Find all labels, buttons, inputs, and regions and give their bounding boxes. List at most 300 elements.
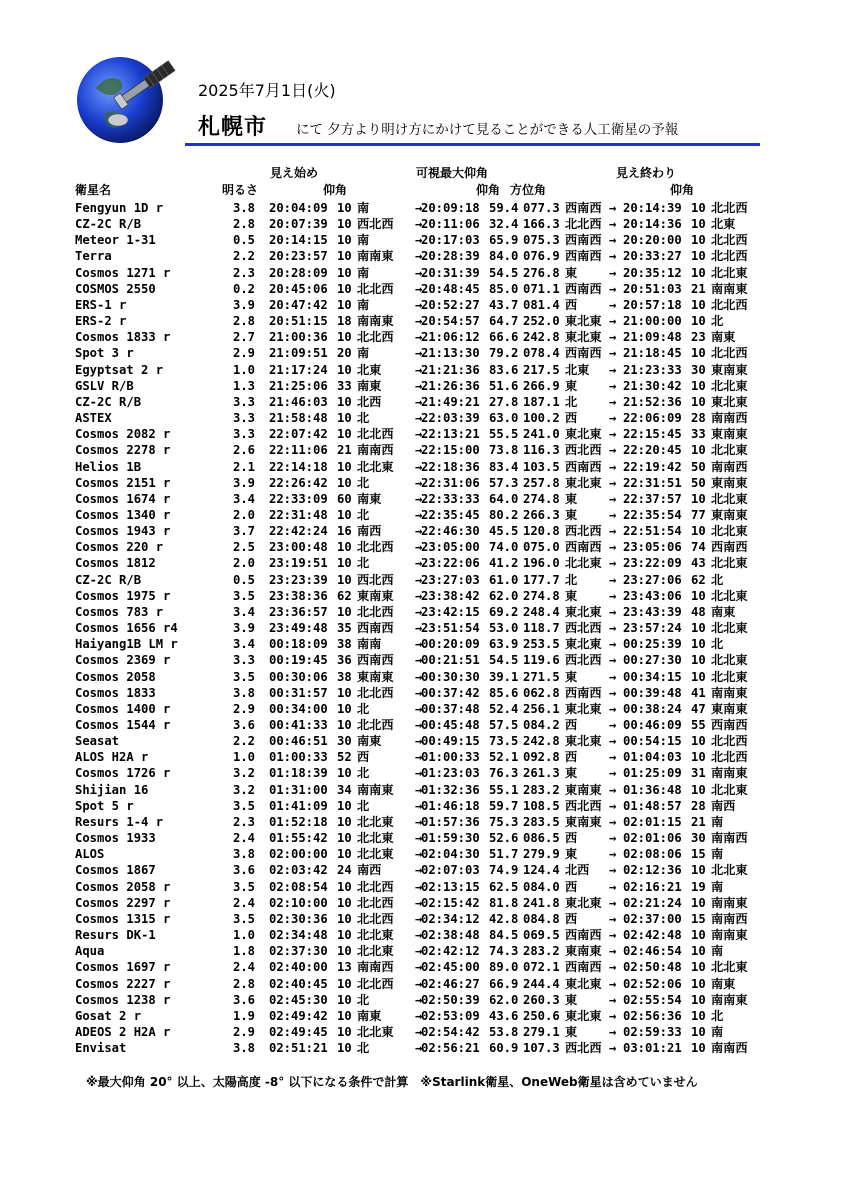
arrow: → (415, 556, 423, 571)
max-time: 22:33:33 (421, 491, 480, 506)
max-azimuth: 108.5 (523, 798, 560, 813)
start-direction: 南東 (357, 734, 382, 749)
max-azimuth: 177.7 (523, 572, 560, 587)
end-direction: 東北東 (711, 394, 748, 409)
arrow: → (415, 233, 423, 248)
max-time: 02:54:42 (421, 1024, 480, 1039)
arrow: → (415, 1024, 423, 1039)
arrow: → (415, 394, 423, 409)
end-direction: 西南西 (711, 540, 748, 555)
arrow: → (609, 685, 617, 700)
end-time: 00:27:30 (623, 653, 682, 668)
magnitude: 3.6 (233, 718, 256, 732)
magnitude: 1.9 (233, 1008, 256, 1023)
arrow: → (415, 976, 423, 991)
satellite-name: Seasat (75, 734, 120, 749)
max-direction: 東北東 (565, 895, 602, 910)
max-direction: 東北東 (565, 330, 602, 345)
start-direction: 北西 (357, 394, 382, 409)
start-direction: 北北東 (357, 831, 394, 846)
max-azimuth: 279.9 (523, 847, 560, 862)
end-time: 02:12:36 (623, 863, 682, 878)
end-elevation: 33 (691, 427, 706, 442)
max-direction: 北北西 (565, 217, 602, 232)
magnitude: 2.2 (233, 249, 256, 264)
satellite-name: Spot 5 r (75, 798, 134, 813)
max-azimuth: 075.0 (523, 540, 560, 555)
max-direction: 東北東 (565, 976, 602, 991)
start-direction: 北 (357, 507, 370, 522)
satellite-name: Cosmos 2369 r (75, 653, 171, 668)
magnitude: 3.8 (233, 201, 256, 215)
arrow: → (609, 265, 617, 280)
end-time: 23:43:06 (623, 588, 682, 603)
max-time: 00:37:48 (421, 701, 480, 716)
start-time: 22:33:09 (269, 491, 328, 506)
max-time: 02:50:39 (421, 992, 480, 1007)
start-time: 20:45:06 (269, 281, 328, 296)
start-time: 02:40:45 (269, 976, 328, 991)
start-direction: 東南東 (357, 669, 394, 684)
max-time: 20:31:39 (421, 265, 480, 280)
max-elevation: 52.4 (489, 701, 519, 716)
magnitude: 2.7 (233, 330, 256, 345)
arrow: → (415, 718, 423, 732)
max-azimuth: 283.5 (523, 814, 560, 829)
max-time: 22:18:36 (421, 459, 480, 474)
end-time: 00:38:24 (623, 701, 682, 716)
end-elevation: 41 (691, 685, 706, 700)
max-elevation: 53.0 (489, 621, 519, 636)
arrow: → (609, 1008, 617, 1023)
start-time: 00:46:51 (269, 734, 328, 749)
max-direction: 西南西 (565, 281, 602, 296)
start-elevation: 10 (337, 847, 352, 862)
max-time: 01:57:36 (421, 814, 480, 829)
arrow: → (609, 524, 617, 539)
max-elevation: 75.3 (489, 814, 519, 829)
end-direction: 北北西 (711, 249, 748, 264)
arrow: → (609, 960, 617, 975)
start-time: 00:19:45 (269, 653, 328, 668)
arrow: → (609, 411, 617, 426)
max-direction: 西北西 (565, 798, 602, 813)
start-direction: 北北西 (357, 427, 394, 442)
satellite-name: COSMOS 2550 (75, 281, 156, 296)
max-azimuth: 279.1 (523, 1024, 560, 1039)
max-azimuth: 283.2 (523, 782, 560, 797)
satellite-name: Spot 3 r (75, 346, 134, 361)
max-elevation: 66.6 (489, 330, 519, 345)
max-direction: 西 (565, 297, 578, 312)
end-elevation: 10 (691, 346, 706, 361)
end-time: 20:20:00 (623, 233, 682, 248)
start-time: 02:00:00 (269, 847, 328, 862)
start-elevation: 10 (337, 217, 352, 232)
start-elevation: 10 (337, 201, 352, 215)
header-visible-end: 見え終わり (616, 166, 677, 180)
start-elevation: 10 (337, 701, 352, 716)
header-max-elevation: 可視最大仰角 (416, 166, 489, 180)
max-azimuth: 274.8 (523, 588, 560, 603)
max-direction: 西南西 (565, 233, 602, 248)
arrow: → (415, 281, 423, 296)
arrow: → (415, 459, 423, 474)
magnitude: 0.5 (233, 572, 256, 587)
arrow: → (609, 314, 617, 329)
max-azimuth: 256.1 (523, 701, 560, 716)
satellite-name: Shijian 16 (75, 782, 149, 797)
end-direction: 南 (711, 944, 724, 959)
start-direction: 南 (357, 297, 370, 312)
end-elevation: 10 (691, 944, 706, 959)
max-time: 02:13:15 (421, 879, 480, 894)
end-direction: 南南西 (711, 831, 748, 846)
end-elevation: 74 (691, 540, 706, 555)
max-direction: 北北東 (565, 556, 602, 571)
max-elevation: 84.0 (489, 249, 519, 264)
start-direction: 北北東 (357, 944, 394, 959)
max-direction: 北東 (565, 362, 590, 377)
end-direction: 東南東 (711, 427, 748, 442)
end-direction: 南南東 (711, 992, 748, 1007)
max-direction: 東 (565, 588, 578, 603)
max-direction: 東 (565, 491, 578, 506)
arrow: → (415, 427, 423, 442)
forecast-date: 2025年7月1日(火) (198, 81, 336, 100)
end-time: 00:54:15 (623, 734, 682, 749)
max-direction: 西南西 (565, 928, 602, 943)
max-direction: 東北東 (565, 475, 602, 490)
satellite-name: Terra (75, 249, 112, 264)
end-direction: 北東 (711, 217, 736, 232)
end-time: 22:19:42 (623, 459, 682, 474)
max-direction: 西南西 (565, 960, 602, 975)
arrow: → (415, 249, 423, 264)
magnitude: 3.9 (233, 621, 256, 636)
end-elevation: 10 (691, 394, 706, 409)
arrow: → (609, 637, 617, 652)
max-elevation: 69.2 (489, 604, 519, 619)
end-elevation: 15 (691, 911, 706, 926)
max-azimuth: 253.5 (523, 637, 560, 652)
satellite-name: CZ-2C R/B (75, 394, 142, 409)
start-time: 22:11:06 (269, 443, 328, 458)
start-elevation: 10 (337, 831, 352, 846)
max-elevation: 74.9 (489, 863, 519, 878)
header-satellite-name: 衛星名 (75, 183, 112, 197)
max-direction: 西 (565, 718, 578, 732)
start-direction: 南 (357, 233, 370, 248)
start-direction: 北 (357, 1041, 370, 1056)
arrow: → (415, 863, 423, 878)
end-time: 21:09:48 (623, 330, 682, 345)
end-direction: 南 (711, 879, 724, 894)
end-time: 02:59:33 (623, 1024, 682, 1039)
start-direction: 北北西 (357, 718, 394, 732)
magnitude: 3.5 (233, 669, 256, 684)
arrow: → (415, 621, 423, 636)
arrow: → (415, 1041, 423, 1056)
arrow: → (415, 960, 423, 975)
start-elevation: 30 (337, 734, 352, 749)
arrow: → (609, 847, 617, 862)
magnitude: 2.3 (233, 265, 256, 280)
end-time: 02:52:06 (623, 976, 682, 991)
magnitude: 3.4 (233, 491, 256, 506)
max-elevation: 64.7 (489, 314, 519, 329)
start-direction: 南西 (357, 863, 382, 878)
arrow: → (609, 443, 617, 458)
arrow: → (609, 766, 617, 781)
arrow: → (415, 524, 423, 539)
header-rule (185, 143, 760, 146)
max-elevation: 53.8 (489, 1024, 519, 1039)
arrow: → (609, 459, 617, 474)
end-elevation: 50 (691, 459, 706, 474)
satellite-name: Cosmos 1271 r (75, 265, 171, 280)
start-time: 22:26:42 (269, 475, 328, 490)
satellite-name: Cosmos 1833 r (75, 330, 171, 345)
end-elevation: 10 (691, 378, 706, 393)
max-azimuth: 283.2 (523, 944, 560, 959)
max-elevation: 52.1 (489, 750, 519, 765)
start-elevation: 10 (337, 911, 352, 926)
satellite-name: Cosmos 1867 (75, 863, 156, 878)
start-time: 02:51:21 (269, 1041, 328, 1056)
end-elevation: 23 (691, 330, 706, 345)
max-time: 23:38:42 (421, 588, 480, 603)
end-time: 22:20:45 (623, 443, 682, 458)
start-elevation: 10 (337, 249, 352, 264)
start-direction: 西北西 (357, 572, 394, 587)
start-direction: 北東 (357, 362, 382, 377)
end-direction: 北 (711, 637, 724, 652)
max-direction: 西 (565, 411, 578, 426)
arrow: → (609, 249, 617, 264)
end-direction: 東南東 (711, 507, 748, 522)
start-time: 02:45:30 (269, 992, 328, 1007)
start-time: 01:52:18 (269, 814, 328, 829)
end-time: 02:55:54 (623, 992, 682, 1007)
max-direction: 西北西 (565, 653, 602, 668)
start-time: 21:09:51 (269, 346, 328, 361)
start-direction: 北北西 (357, 281, 394, 296)
max-time: 00:20:09 (421, 637, 480, 652)
end-direction: 南南西 (711, 911, 748, 926)
arrow: → (609, 556, 617, 571)
start-time: 01:55:42 (269, 831, 328, 846)
magnitude: 3.4 (233, 637, 256, 652)
end-elevation: 10 (691, 265, 706, 280)
start-direction: 南 (357, 265, 370, 280)
end-elevation: 10 (691, 588, 706, 603)
max-direction: 西北西 (565, 524, 602, 539)
max-elevation: 63.9 (489, 637, 519, 652)
start-time: 23:19:51 (269, 556, 328, 571)
end-elevation: 10 (691, 750, 706, 765)
arrow: → (415, 443, 423, 458)
max-elevation: 57.3 (489, 475, 519, 490)
start-elevation: 38 (337, 637, 352, 652)
end-direction: 南南東 (711, 281, 748, 296)
start-direction: 北 (357, 992, 370, 1007)
arrow: → (609, 394, 617, 409)
arrow: → (609, 992, 617, 1007)
end-elevation: 10 (691, 297, 706, 312)
end-elevation: 10 (691, 992, 706, 1007)
start-elevation: 10 (337, 556, 352, 571)
magnitude: 2.8 (233, 976, 256, 991)
max-azimuth: 241.0 (523, 427, 560, 442)
end-direction: 北 (711, 314, 724, 329)
header-end-elevation: 仰角 (670, 183, 695, 197)
max-time: 01:32:36 (421, 782, 480, 797)
satellite-name: Cosmos 2058 r (75, 879, 171, 894)
arrow: → (609, 895, 617, 910)
arrow: → (609, 378, 617, 393)
max-elevation: 54.5 (489, 653, 519, 668)
start-direction: 南東 (357, 1008, 382, 1023)
max-time: 22:31:06 (421, 475, 480, 490)
end-time: 20:57:18 (623, 297, 682, 312)
satellite-name: Cosmos 1697 r (75, 960, 171, 975)
start-direction: 北北東 (357, 1024, 394, 1039)
max-direction: 東 (565, 766, 578, 781)
max-elevation: 61.0 (489, 572, 519, 587)
arrow: → (415, 362, 423, 377)
end-elevation: 10 (691, 669, 706, 684)
start-elevation: 10 (337, 362, 352, 377)
arrow: → (415, 911, 423, 926)
max-time: 22:46:30 (421, 524, 480, 539)
max-azimuth: 261.3 (523, 766, 560, 781)
start-direction: 北 (357, 556, 370, 571)
arrow: → (609, 831, 617, 846)
max-time: 02:42:12 (421, 944, 480, 959)
max-azimuth: 242.8 (523, 734, 560, 749)
magnitude: 1.0 (233, 362, 256, 377)
start-time: 20:28:09 (269, 265, 328, 280)
max-elevation: 27.8 (489, 394, 519, 409)
arrow: → (609, 928, 617, 943)
satellite-name: GSLV R/B (75, 378, 134, 393)
end-elevation: 10 (691, 233, 706, 248)
start-elevation: 35 (337, 621, 352, 636)
arrow: → (415, 831, 423, 846)
start-elevation: 10 (337, 814, 352, 829)
end-time: 02:50:48 (623, 960, 682, 975)
max-direction: 西 (565, 911, 578, 926)
arrow: → (609, 1024, 617, 1039)
satellite-name: Cosmos 1340 r (75, 507, 171, 522)
satellite-name: Cosmos 1943 r (75, 524, 171, 539)
end-direction: 南南西 (711, 459, 748, 474)
max-direction: 西南西 (565, 249, 602, 264)
start-elevation: 21 (337, 443, 352, 458)
max-time: 21:06:12 (421, 330, 480, 345)
magnitude: 3.4 (233, 604, 256, 619)
start-elevation: 24 (337, 863, 352, 878)
magnitude: 2.1 (233, 459, 256, 474)
satellite-name: ERS-1 r (75, 297, 127, 312)
satellite-name: Cosmos 2227 r (75, 976, 171, 991)
end-elevation: 21 (691, 281, 706, 296)
end-direction: 東南東 (711, 362, 748, 377)
end-time: 02:21:24 (623, 895, 682, 910)
start-time: 23:23:39 (269, 572, 328, 587)
end-direction: 北北東 (711, 491, 748, 506)
end-time: 22:35:54 (623, 507, 682, 522)
end-elevation: 62 (691, 572, 706, 587)
start-time: 22:07:42 (269, 427, 328, 442)
end-direction: 北北東 (711, 782, 748, 797)
arrow: → (609, 718, 617, 732)
start-time: 20:23:57 (269, 249, 328, 264)
start-direction: 東南東 (357, 588, 394, 603)
max-azimuth: 248.4 (523, 604, 560, 619)
magnitude: 3.8 (233, 847, 256, 862)
max-azimuth: 078.4 (523, 346, 560, 361)
end-direction: 北北西 (711, 233, 748, 248)
magnitude: 2.9 (233, 1024, 256, 1039)
max-elevation: 62.0 (489, 588, 519, 603)
end-time: 21:30:42 (623, 378, 682, 393)
magnitude: 3.3 (233, 427, 256, 442)
magnitude: 3.2 (233, 766, 256, 781)
start-elevation: 60 (337, 491, 352, 506)
max-azimuth: 266.9 (523, 378, 560, 393)
start-direction: 南 (357, 201, 370, 215)
satellite-name: Envisat (75, 1041, 127, 1056)
start-elevation: 10 (337, 281, 352, 296)
end-elevation: 48 (691, 604, 706, 619)
start-time: 21:17:24 (269, 362, 328, 377)
satellite-name: Gosat 2 r (75, 1008, 142, 1023)
magnitude: 2.4 (233, 831, 256, 846)
max-elevation: 85.0 (489, 281, 519, 296)
start-time: 00:34:00 (269, 701, 328, 716)
satellite-name: Meteor 1-31 (75, 233, 156, 248)
satellite-name: Cosmos 1674 r (75, 491, 171, 506)
max-time: 01:23:03 (421, 766, 480, 781)
end-time: 20:51:03 (623, 281, 682, 296)
start-elevation: 52 (337, 750, 352, 765)
magnitude: 1.8 (233, 944, 256, 959)
max-direction: 北 (565, 394, 578, 409)
max-time: 00:21:51 (421, 653, 480, 668)
arrow: → (609, 297, 617, 312)
start-direction: 南東 (357, 378, 382, 393)
magnitude: 3.5 (233, 911, 256, 926)
end-elevation: 19 (691, 879, 706, 894)
start-elevation: 10 (337, 540, 352, 555)
end-elevation: 10 (691, 1041, 706, 1056)
end-direction: 南南西 (711, 1041, 748, 1056)
max-time: 01:59:30 (421, 831, 480, 846)
arrow: → (415, 928, 423, 943)
arrow: → (415, 669, 423, 684)
arrow: → (415, 201, 423, 215)
start-time: 23:36:57 (269, 604, 328, 619)
satellite-name: ALOS (75, 847, 105, 862)
max-direction: 東 (565, 669, 578, 684)
arrow: → (609, 346, 617, 361)
end-direction: 南 (711, 847, 724, 862)
max-elevation: 52.6 (489, 831, 519, 846)
start-time: 21:58:48 (269, 411, 328, 426)
end-direction: 北北東 (711, 669, 748, 684)
